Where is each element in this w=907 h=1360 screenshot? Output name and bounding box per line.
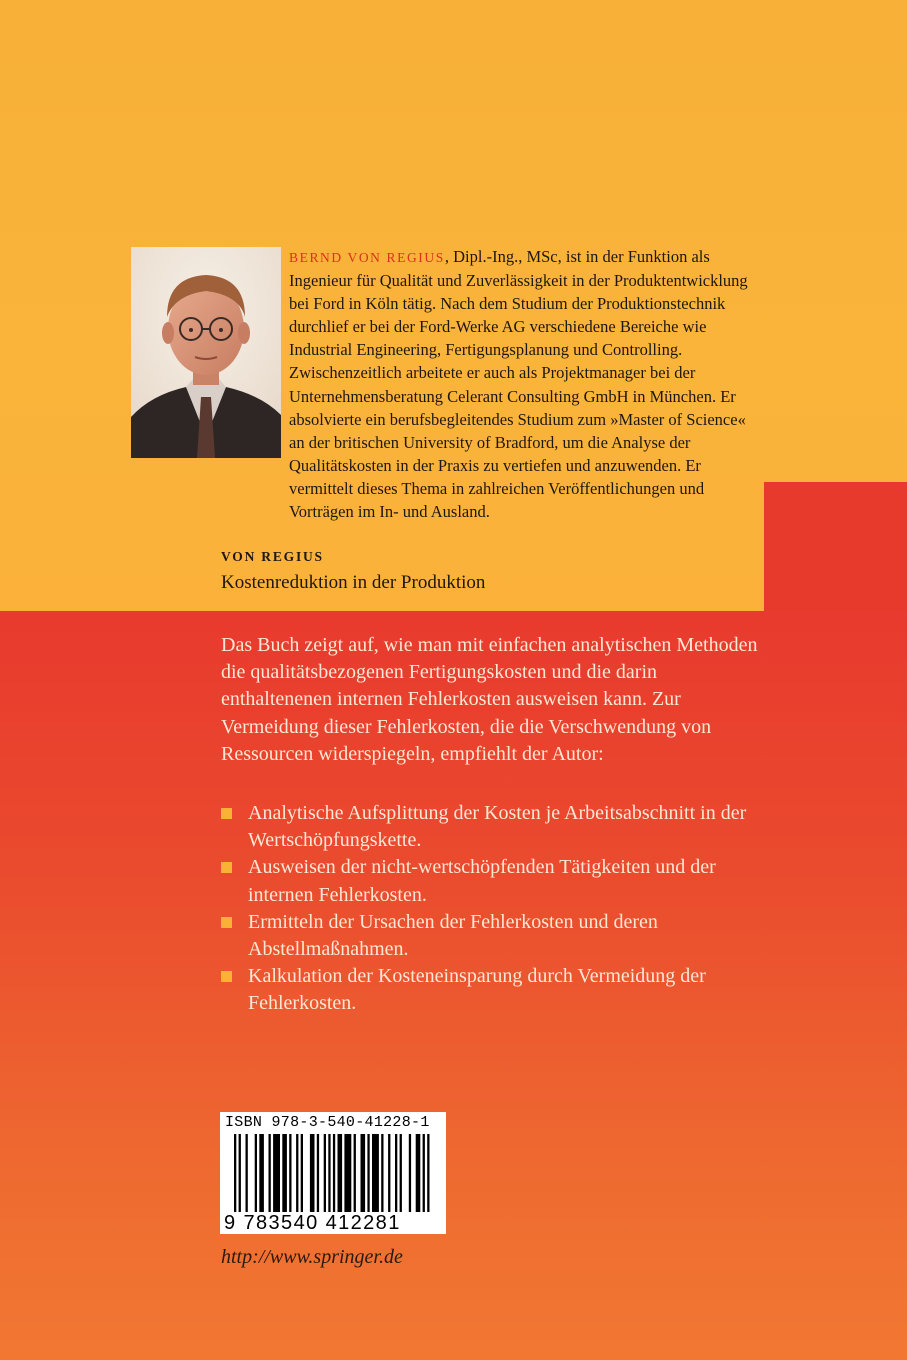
barcode-bar [259, 1134, 264, 1212]
barcode-bar [301, 1134, 303, 1212]
barcode-bar [381, 1134, 383, 1212]
book-title: Kostenreduktion in der Produktion [221, 572, 486, 593]
barcode-bar [361, 1134, 366, 1212]
bio-author-name: BERND VON REGIUS [289, 250, 445, 265]
barcode-bar [310, 1134, 315, 1212]
barcode-bar [372, 1134, 379, 1212]
barcode-bar [317, 1134, 319, 1212]
author-photo-icon [131, 247, 281, 458]
barcode-bar [239, 1134, 241, 1212]
square-bullet-icon [221, 808, 232, 819]
list-item [221, 854, 781, 908]
series-author: VON REGIUS [221, 549, 324, 564]
accent-block [764, 482, 907, 611]
barcode-bar [246, 1134, 248, 1212]
barcode-digits: 9 783540 412281 [224, 1212, 401, 1234]
barcode-bar [324, 1134, 326, 1212]
barcode-bar [328, 1134, 330, 1212]
barcode-bar [234, 1134, 236, 1212]
list-item-text: Ermitteln der Ursachen der Fehlerkosten und deren Abstellmaßnahmen. [248, 910, 658, 961]
author-photo [131, 247, 281, 458]
barcode-bar [255, 1134, 257, 1212]
barcode-bar [395, 1134, 397, 1212]
bio-text: , Dipl.-Ing., MSc, ist in der Funktion als Ingenieur für Qualität und Zuverlässigkeit in der Produktentwicklung bei Ford in Köln tätig. Nach dem Studium der Produktionstechnik durchlief er bei der Ford-Werke AG verschiedene Bereiche wie Industrial Engineering, Fertigungsplanung und Controlling. Zwischenzeitlich arbeitete er auch als Projektmanager bei der Unternehmensberatung Celerant Consulting GmbH in München. Er absolvierte ein berufsbegleitendes Studium zum »Master of Science« an der britischen University of Bradford, um die Analyse der Qualitätskosten in der Praxis zu vertiefen und anzuwenden. Er vermittelt dieses Thema in zahlreichen Veröffentlichungen und Vorträgen im In- und Ausland. [289, 247, 748, 522]
barcode-bar [344, 1134, 351, 1212]
isbn-label: ISBN 978-3-540-41228-1 [225, 1114, 430, 1131]
square-bullet-icon [221, 862, 232, 873]
barcode-bar [354, 1134, 356, 1212]
barcode-bar [409, 1134, 411, 1212]
barcode-bar [367, 1134, 369, 1212]
barcode-bar [423, 1134, 425, 1212]
list-item [221, 800, 781, 854]
barcode-bar [416, 1134, 421, 1212]
barcode-bar [338, 1134, 343, 1212]
barcode-bar [427, 1134, 429, 1212]
barcode-bar [282, 1134, 287, 1212]
barcode-bar [289, 1134, 291, 1212]
book-description: Das Buch zeigt auf, wie man mit einfachen analytischen Methoden die qualitätsbezogenen Fertigungskosten und die darin enthaltenenen internen Fehlerkosten ausweisen kann. Zur Vermeidung dieser Fehlerkosten, die die Verschwendung von Ressourcen widerspiegeln, empfiehlt der Autor: [221, 634, 758, 765]
square-bullet-icon [221, 917, 232, 928]
list-item-text: Analytische Aufsplittung der Kosten je Arbeitsabschnitt in der Wertschöpfungskette. [248, 802, 747, 852]
bullet-list [221, 800, 781, 1018]
barcode-bar [269, 1134, 271, 1212]
list-item-text: Ausweisen der nicht-wertschöpfenden Tätigkeiten und der internen Fehlerkosten. [248, 856, 716, 906]
barcode-bar [400, 1134, 402, 1212]
square-bullet-icon [221, 971, 232, 982]
barcode-bar [296, 1134, 298, 1212]
list-item [221, 963, 781, 1017]
publisher-url[interactable]: http://www.springer.de [221, 1246, 403, 1268]
barcode-bar [333, 1134, 335, 1212]
list-item-text: Kalkulation der Kosteneinsparung durch Vermeidung der Fehlerkosten. [248, 965, 706, 1015]
barcode-bar [388, 1134, 390, 1212]
author-bio [289, 245, 759, 523]
list-item [221, 909, 781, 963]
barcode-bar [273, 1134, 280, 1212]
